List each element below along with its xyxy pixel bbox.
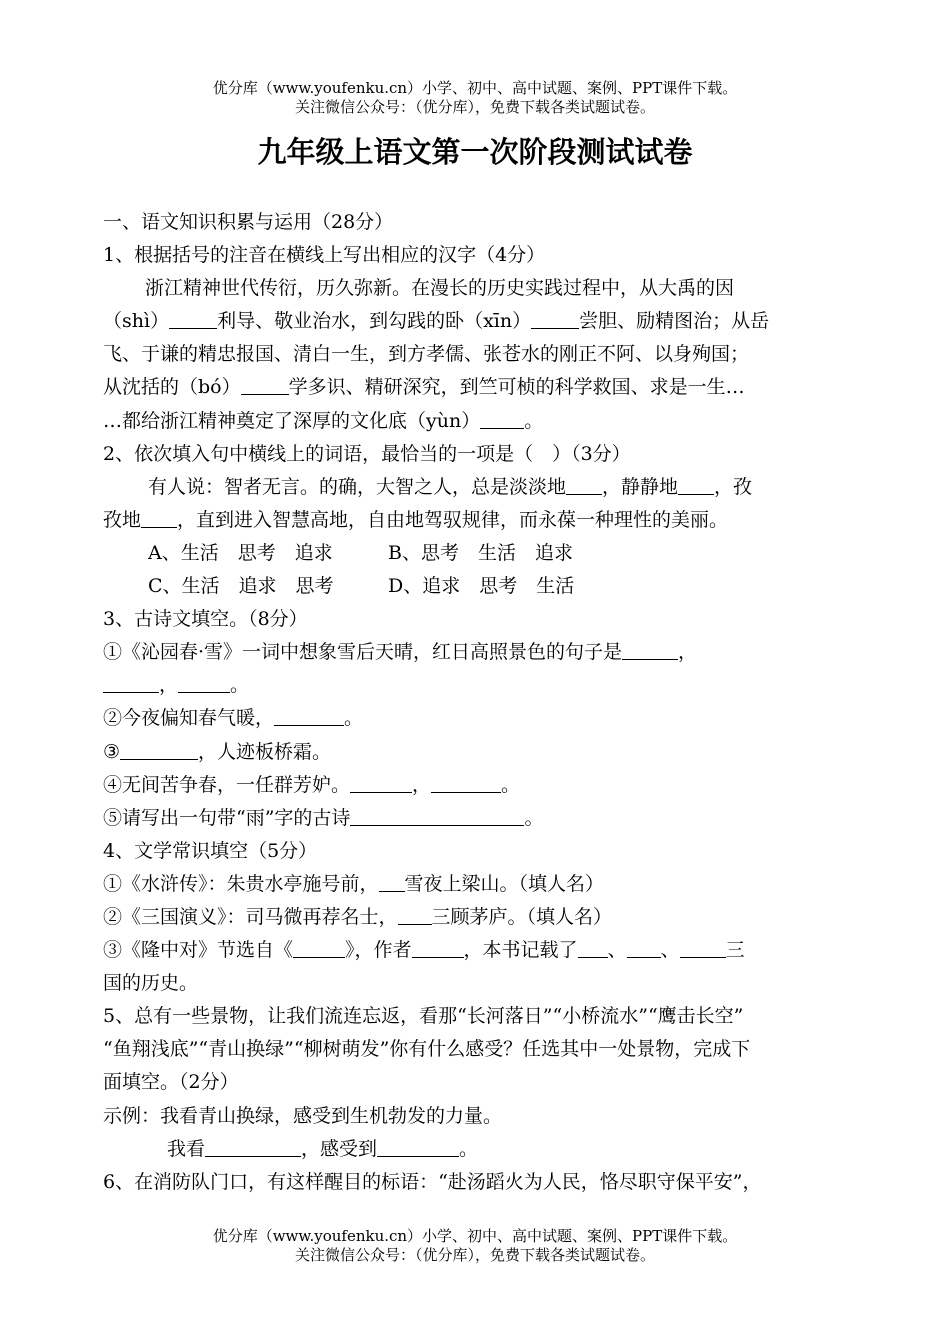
question-6-line-1: 6、在消防队门口，有这样醒目的标语：“赴汤蹈火为人民，恪尽职守保平安”， (103, 1170, 762, 1193)
question-4-line-2 (103, 901, 851, 934)
answer-blank[interactable] (103, 673, 159, 693)
answer-blank[interactable] (412, 938, 464, 958)
question-4-line-4: 国的历史。 (103, 972, 199, 995)
question-1-title: 1、根据括号的注音在横线上写出相应的汉字（4分） (103, 244, 546, 267)
answer-blank[interactable] (274, 706, 344, 726)
question-1-line-1: 浙江精神世代传衍，历久弥新。在漫长的历史实践过程中，从大禹的因 (145, 277, 735, 300)
question-3-line-1 (103, 636, 851, 669)
question-5-line-3: 面填空。（2分） (103, 1071, 239, 1094)
q4-text: ③《隆中对》节选自《 (103, 939, 294, 962)
question-5-example: 示例：我看青山换绿，感受到生机勃发的力量。 (103, 1104, 503, 1127)
answer-blank[interactable] (169, 309, 217, 329)
answer-blank[interactable] (377, 1137, 459, 1157)
question-4-line-3 (103, 934, 851, 967)
question-3-line-5 (103, 769, 851, 802)
question-3-title: 3、古诗文填空。（8分） (103, 608, 308, 631)
answer-blank[interactable] (622, 640, 678, 660)
option-a[interactable]: A、生活 思考 追求 (148, 541, 333, 564)
q1-text: 尝胆、励精图治；从岳 (579, 310, 770, 333)
q1-text: 从沈括的（bó） (103, 376, 241, 399)
q3-text: 。 (501, 773, 521, 796)
question-5-line-2: “鱼翔浅底”“青山换绿”“柳树萌发”你有什么感受？任选其中一处景物，完成下 (103, 1038, 751, 1061)
answer-blank[interactable] (431, 773, 501, 793)
section-heading: 一、语文知识积累与运用（28分） (103, 211, 394, 233)
question-1-line-5 (103, 405, 851, 438)
q3-text: ④无间苦争春，一任群芳妒。 (103, 773, 351, 796)
q4-text: 三 (725, 939, 745, 962)
q5-text: 我看 (167, 1137, 206, 1160)
q4-text: 三顾茅庐。（填人名） (431, 905, 613, 928)
answer-blank[interactable] (680, 938, 726, 958)
question-1-line-3: 飞、于谦的精忠报国、清白一生，到方孝儒、张苍水的刚正不阿、以身殉国； (103, 343, 750, 366)
footer-line-2: 关注微信公众号：（优分库），免费下载各类试题试卷。 (294, 1246, 655, 1264)
question-3-line-6 (103, 802, 851, 835)
question-3-line-3 (103, 702, 851, 735)
question-5-answer-line (103, 1133, 851, 1166)
q2-text: ，静静地 (602, 475, 679, 498)
q3-text: ， (412, 773, 432, 796)
question-3-line-2 (103, 669, 851, 702)
q2-text: ，直到进入智慧高地，自由地驾驭规律，而永葆一种理性的美丽。 (177, 508, 729, 531)
question-5-line-1: 5、总有一些景物，让我们流连忘返，看那“长河落日”“小桥流水”“鹰击长空” (103, 1005, 744, 1028)
q3-text: 。 (524, 806, 544, 829)
option-c[interactable]: C、生活 追求 思考 (148, 575, 334, 598)
q1-text: （shì） (103, 310, 170, 333)
answer-blank[interactable] (531, 309, 579, 329)
q1-text: 利导、敬业治水，到勾践的卧（xīn） (217, 310, 532, 333)
answer-blank[interactable] (578, 938, 608, 958)
answer-blank[interactable] (178, 673, 230, 693)
option-d[interactable]: D、追求 思考 生活 (388, 575, 575, 598)
page-footer (0, 1227, 950, 1265)
answer-blank[interactable] (241, 375, 289, 395)
q3-text: 。 (230, 674, 250, 697)
q3-text: ， (678, 641, 698, 664)
exam-body (103, 206, 851, 1199)
q2-text: 有人说：智者无言。的确，大智之人，总是淡淡地 (148, 475, 567, 498)
q4-text: ，本书记载了 (463, 939, 578, 962)
q2-text: 孜地 (103, 508, 142, 531)
answer-blank[interactable] (480, 409, 524, 429)
q4-text: 雪夜上梁山。（填人名） (404, 872, 605, 895)
q3-text: 。 (344, 707, 364, 730)
q5-text: 。 (459, 1137, 479, 1160)
q4-text: ②《三国演义》：司马微再荐名士， (103, 905, 398, 928)
question-3-line-4 (103, 736, 851, 769)
page-title: 九年级上语文第一次阶段测试试卷 (257, 135, 693, 169)
q1-text: …都给浙江精神奠定了深厚的文化底（yùn） (103, 409, 481, 432)
answer-blank[interactable] (350, 806, 524, 826)
header-line-2: 关注微信公众号：（优分库），免费下载各类试题试卷。 (294, 98, 655, 116)
answer-blank[interactable] (678, 475, 714, 495)
q2-text: ，孜 (714, 475, 753, 498)
q3-text: ， (159, 674, 179, 697)
q4-text: 、 (660, 939, 680, 962)
q3-text: ①《沁园春·雪》一词中想象雪后天晴，红日高照景色的句子是 (103, 641, 623, 664)
question-2-title: 2、依次填入句中横线上的词语，最恰当的一项是（ ）（3分） (103, 442, 631, 465)
question-2-line-1 (103, 471, 851, 504)
q1-text: 学多识、精研深究，到竺可桢的科学救国、求是一生… (288, 376, 745, 399)
answer-blank[interactable] (205, 1137, 301, 1157)
answer-blank[interactable] (398, 905, 432, 925)
q1-text: 。 (524, 409, 544, 432)
answer-blank[interactable] (141, 508, 177, 528)
q3-text: ②今夜偏知春气暖， (103, 707, 275, 730)
answer-blank[interactable] (350, 773, 412, 793)
question-1-line-4 (103, 371, 851, 404)
q3-text: ⑤请写出一句带“雨”字的古诗 (103, 806, 351, 829)
answer-blank[interactable] (379, 872, 405, 892)
question-4-line-1 (103, 868, 851, 901)
answer-blank[interactable] (293, 938, 345, 958)
answer-blank[interactable] (120, 740, 198, 760)
q4-text: ①《水浒传》：朱贵水亭施号前， (103, 872, 379, 895)
question-2-options-row-2 (103, 570, 851, 603)
question-4-title: 4、文学常识填空（5分） (103, 839, 318, 862)
header-line-1: 优分库（www.youfenku.cn）小学、初中、高中试题、案例、PPT课件下载。 (212, 79, 738, 97)
page-header (0, 79, 950, 117)
footer-line-1: 优分库（www.youfenku.cn）小学、初中、高中试题、案例、PPT课件下载。 (212, 1227, 738, 1245)
q4-text: 、 (607, 939, 627, 962)
question-2-line-2 (103, 504, 851, 537)
q3-text: ，人迹板桥霜。 (198, 740, 332, 763)
q5-text: ，感受到 (301, 1137, 378, 1160)
answer-blank[interactable] (566, 475, 602, 495)
q3-text: ③ (103, 740, 121, 763)
q4-text: 》，作者 (345, 939, 412, 962)
question-1-line-2 (103, 305, 851, 338)
answer-blank[interactable] (627, 938, 661, 958)
question-2-options-row-1 (103, 537, 851, 570)
option-b[interactable]: B、思考 生活 追求 (388, 541, 573, 564)
